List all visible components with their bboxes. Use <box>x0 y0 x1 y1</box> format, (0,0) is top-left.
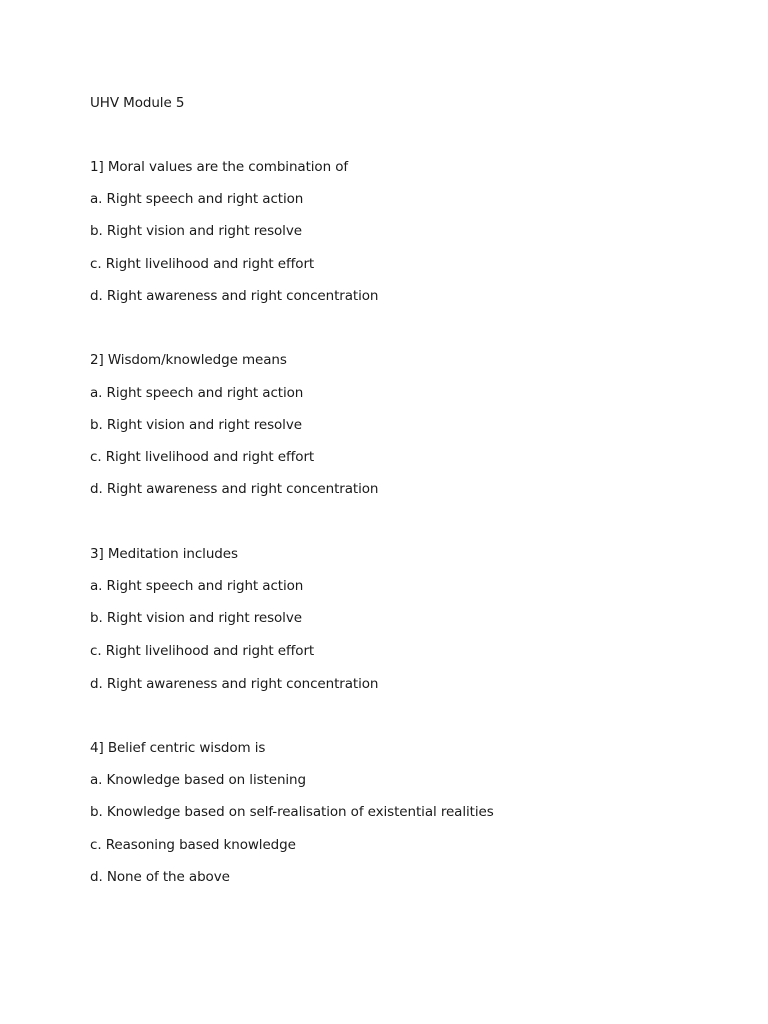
question-2-option-c: c. Right livelihood and right effort <box>90 449 315 465</box>
question-3-option-c: c. Right livelihood and right effort <box>90 643 315 659</box>
question-4-text: 4] Belief centric wisdom is <box>90 740 266 756</box>
question-4-option-d: d. None of the above <box>90 869 230 885</box>
question-3-option-d: d. Right awareness and right concentration <box>90 676 379 692</box>
question-3-text: 3] Meditation includes <box>90 546 238 562</box>
question-4-option-b: b. Knowledge based on self-realisation of existential realities <box>90 804 494 820</box>
question-1-text: 1] Moral values are the combination of <box>90 159 349 175</box>
question-1-option-c: c. Right livelihood and right effort <box>90 256 315 272</box>
document-title: UHV Module 5 <box>90 95 185 111</box>
question-2-text: 2] Wisdom/knowledge means <box>90 352 287 368</box>
question-2-option-a: a. Right speech and right action <box>90 385 304 401</box>
question-1-option-d: d. Right awareness and right concentration <box>90 288 379 304</box>
question-1-option-a: a. Right speech and right action <box>90 191 304 207</box>
question-3-option-a: a. Right speech and right action <box>90 578 304 594</box>
question-4-option-a: a. Knowledge based on listening <box>90 772 306 788</box>
question-1-option-b: b. Right vision and right resolve <box>90 223 302 239</box>
question-2-option-b: b. Right vision and right resolve <box>90 417 302 433</box>
question-2-option-d: d. Right awareness and right concentration <box>90 481 379 497</box>
question-3-option-b: b. Right vision and right resolve <box>90 610 302 626</box>
question-4-option-c: c. Reasoning based knowledge <box>90 837 296 853</box>
